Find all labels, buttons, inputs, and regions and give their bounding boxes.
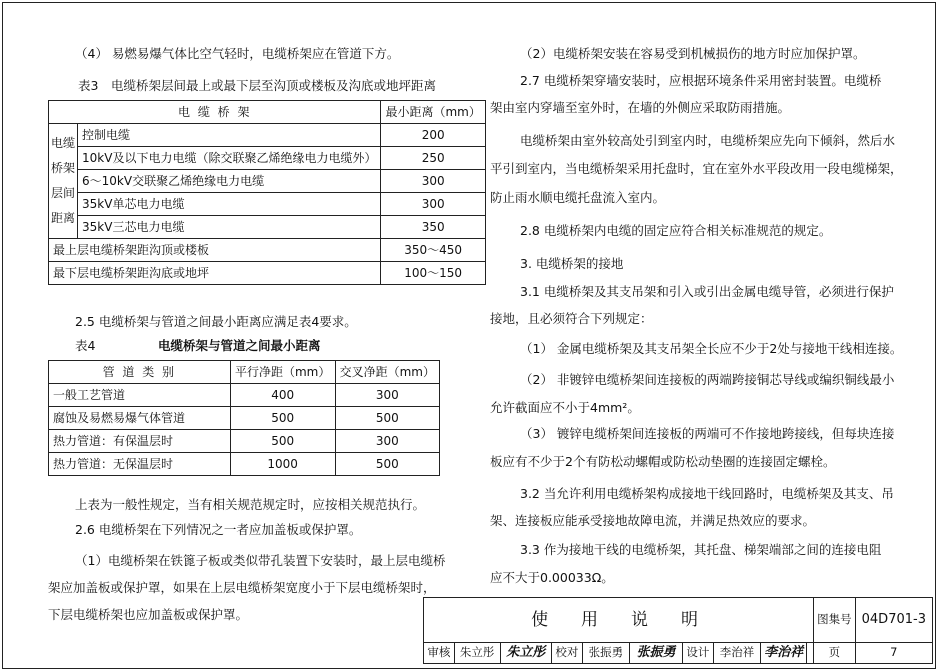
drawing-title: 使 用 说 明	[424, 598, 814, 643]
table3-group-label: 电缆 桥架 层间 距离	[49, 124, 78, 239]
table-row	[49, 239, 486, 262]
table4-cell: 500	[335, 407, 439, 430]
right-line-19: 应不大于0.00033Ω。	[490, 570, 614, 585]
table3-row-value: 200	[381, 124, 485, 147]
table3-bottom-name: 最下层电缆桥架距沟底或地坪	[49, 262, 381, 285]
spacer-cell	[807, 643, 814, 664]
table4-cell: 300	[335, 430, 439, 453]
table4-caption-title: 电缆桥架与管道之间最小距离	[158, 338, 321, 353]
table4-header: 交叉净距（mm）	[335, 361, 439, 384]
design-name: 李治祥	[713, 643, 760, 664]
table3-caption: 表3 电缆桥架层间最上或最下层至沟顶或楼板及沟底或地坪距离	[78, 78, 436, 93]
section-3-heading: 3. 电缆桥架的接地	[520, 256, 624, 271]
table4-cell: 1000	[230, 453, 335, 476]
check-name: 张振勇	[582, 643, 629, 664]
table-row	[49, 170, 486, 193]
page-number: 7	[855, 643, 932, 664]
table3-row-name: 10kV及以下电力电缆（除交联聚乙烯绝缘电力电缆外）	[78, 147, 381, 170]
atlas-number-label: 图集号	[814, 598, 856, 643]
table3-row-name: 6～10kV交联聚乙烯绝缘电力电缆	[78, 170, 381, 193]
page-label: 页	[814, 643, 856, 664]
table4-caption-no: 表4	[75, 338, 96, 353]
table-row	[49, 407, 440, 430]
right-line-12: （2） 非镀锌电缆桥架间连接板的两端跨接铜芯导线或编织铜线最小	[520, 372, 895, 387]
table3-row-value: 300	[381, 170, 485, 193]
table3-bottom-value: 100～150	[381, 262, 485, 285]
table-row	[49, 124, 486, 147]
right-line-3: 架由室内穿墙至室外时，在墙的外侧应采取防雨措施。	[490, 100, 791, 115]
table4-cell: 热力管道：无保温层时	[49, 453, 231, 476]
table-row	[49, 384, 440, 407]
para-2-6: 2.6 电缆桥架在下列情况之一者应加盖板或保护罩。	[75, 522, 362, 537]
table4-cell: 500	[335, 453, 439, 476]
right-line-17: 架、连接板应能承受接地故障电流，并满足热效应的要求。	[490, 513, 816, 528]
table3-row-name: 35kV三芯电力电缆	[78, 216, 381, 239]
para-2-5: 2.5 电缆桥架与管道之间最小距离应满足表4要求。	[75, 314, 357, 329]
title-block	[423, 597, 933, 664]
table3-header-min: 最小距离（mm）	[381, 101, 485, 124]
table3-header-row	[49, 101, 486, 124]
table4-cell: 300	[335, 384, 439, 407]
right-line-4: 电缆桥架由室外较高处引到室内时，电缆桥架应先向下倾斜，然后水	[520, 133, 896, 148]
right-line-7: 2.8 电缆桥架内电缆的固定应符合相关标准规范的规定。	[520, 223, 832, 238]
table3-bottom-value: 350～450	[381, 239, 485, 262]
right-line-5: 平引到室内，当电缆桥架采用托盘时，宜在室外水平段改用一段电缆梯架，	[490, 161, 903, 176]
right-line-10: 接地，且必须符合下列规定：	[490, 311, 653, 326]
table3-row-name: 35kV单芯电力电缆	[78, 193, 381, 216]
table4	[48, 360, 440, 476]
table3	[48, 100, 486, 285]
table3-bottom-name: 最上层电缆桥架距沟顶或楼板	[49, 239, 381, 262]
check-signature: 张振勇	[630, 643, 683, 664]
table4-cell: 400	[230, 384, 335, 407]
table3-row-value: 350	[381, 216, 485, 239]
item-4-text: （4） 易燃易爆气体比空气轻时，电缆桥架应在管道下方。	[75, 46, 400, 61]
table4-cell: 500	[230, 430, 335, 453]
table4-cell: 500	[230, 407, 335, 430]
table4-cell: 热力管道：有保温层时	[49, 430, 231, 453]
table-row	[49, 430, 440, 453]
table-row	[49, 453, 440, 476]
table-row	[49, 216, 486, 239]
design-signature: 李治祥	[761, 643, 807, 664]
table3-header-tray: 电 缆 桥 架	[49, 101, 381, 124]
right-line-9: 3.1 电缆桥架及其支吊架和引入或引出金属电缆导管，必须进行保护	[520, 284, 894, 299]
right-line-2: 2.7 电缆桥架穿墙安装时，应根据环境条件采用密封装置。电缆桥	[520, 73, 882, 88]
table-row	[49, 262, 486, 285]
right-line-14: （3） 镀锌电缆桥架间连接板的两端可不作接地跨接线，但每块连接	[520, 426, 895, 441]
right-line-15: 板应有不少于2个有防松动螺帽或防松动垫圈的连接固定螺栓。	[490, 454, 836, 469]
table3-row-name: 控制电缆	[78, 124, 381, 147]
right-line-1: （2）电缆桥架安装在容易受到机械损伤的地方时应加保护罩。	[520, 46, 866, 61]
atlas-number: 04D701-3	[855, 598, 932, 643]
table-row	[49, 147, 486, 170]
right-line-6: 防止雨水顺电缆托盘流入室内。	[490, 190, 666, 205]
table4-cell: 腐蚀及易燃易爆气体管道	[49, 407, 231, 430]
table4-header: 管 道 类 别	[49, 361, 231, 384]
para-2-6-item1-line1: （1）电缆桥架在铁篦子板或类似带孔装置下安装时，最上层电缆桥	[75, 553, 446, 568]
table4-header: 平行净距（mm）	[230, 361, 335, 384]
right-line-16: 3.2 当允许利用电缆桥架构成接地干线回路时，电缆桥架及其支、吊	[520, 486, 894, 501]
table-row	[49, 193, 486, 216]
design-label: 设计	[683, 643, 714, 664]
table3-row-value: 250	[381, 147, 485, 170]
review-name: 朱立彤	[454, 643, 500, 664]
right-line-13: 允许截面应不小于4mm²。	[490, 400, 640, 415]
review-signature: 朱立彤	[500, 643, 551, 664]
para-2-6-item1-line3: 下层电缆桥架也应加盖板或保护罩。	[48, 607, 249, 622]
table3-row-value: 300	[381, 193, 485, 216]
check-label: 校对	[551, 643, 582, 664]
para-2-6-item1-line2: 架应加盖板或保护罩，如果在上层电缆桥架宽度小于下层电缆桥架时，	[48, 580, 436, 595]
right-line-11: （1） 金属电缆桥架及其支吊架全长应不少于2处与接地干线相连接。	[520, 341, 903, 356]
table4-note: 上表为一般性规定，当有相关规范规定时，应按相关规范执行。	[75, 497, 426, 512]
right-line-18: 3.3 作为接地干线的电缆桥架，其托盘、梯架端部之间的连接电阻	[520, 542, 882, 557]
table4-header-row	[49, 361, 440, 384]
table4-cell: 一般工艺管道	[49, 384, 231, 407]
review-label: 审核	[424, 643, 455, 664]
